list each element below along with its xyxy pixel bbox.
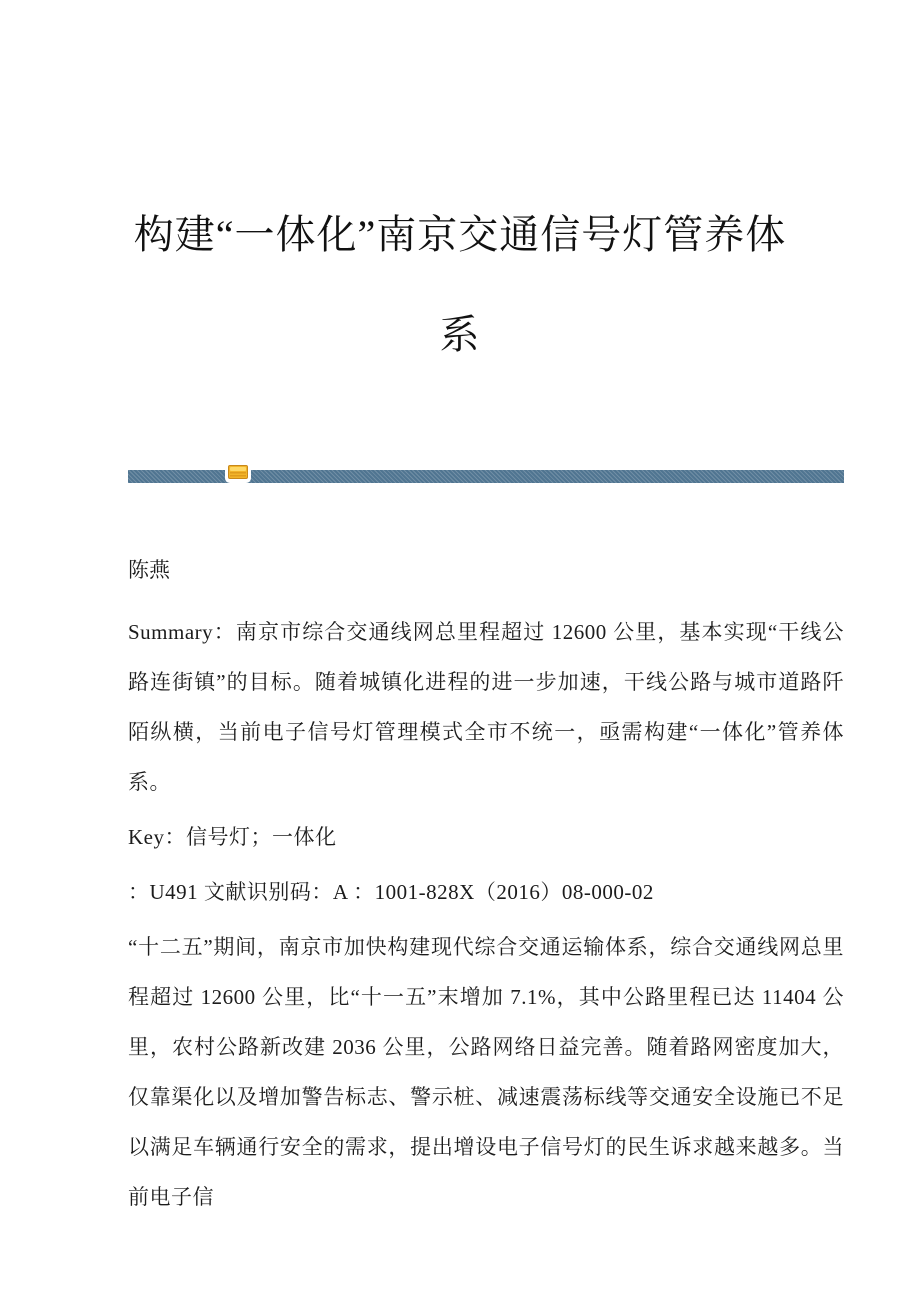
author-name: 陈燕 xyxy=(128,558,170,582)
envelope-icon xyxy=(228,464,248,480)
keywords-paragraph: Key：信号灯；一体化 xyxy=(128,825,337,849)
classification-line: ：U491 文献识别码：A ：1001-828X（2016）08-000-02 xyxy=(128,880,654,904)
section-divider xyxy=(128,470,844,483)
document-title: 构建“一体化”南京交通信号灯管养体系 xyxy=(133,212,787,357)
body-paragraph: “十二五”期间，南京市加快构建现代综合交通运输体系，综合交通线网总里程超过 12600 公里，比“十一五”末增加 7.1%，其中公路里程已达 11404 公里，农村公路新改建 2036 公里，公路网络日益完善。随着路网密度加大，仅靠渠化以及增加警告标志、警示桩、减速震荡标线等交通安全设施已不足以满足车辆通行安全的需求，提出增设电子信号灯的民生诉求越来越多。当前电子信 xyxy=(128,935,844,1209)
document-body xyxy=(128,545,844,1222)
summary-paragraph: Summary：南京市综合交通线网总里程超过 12600 公里，基本实现“干线公路连街镇”的目标。随着城镇化进程的进一步加速，干线公路与城市道路阡陌纵横，当前电子信号灯管理模式全市不统一，亟需构建“一体化”管养体系。 xyxy=(128,620,844,794)
